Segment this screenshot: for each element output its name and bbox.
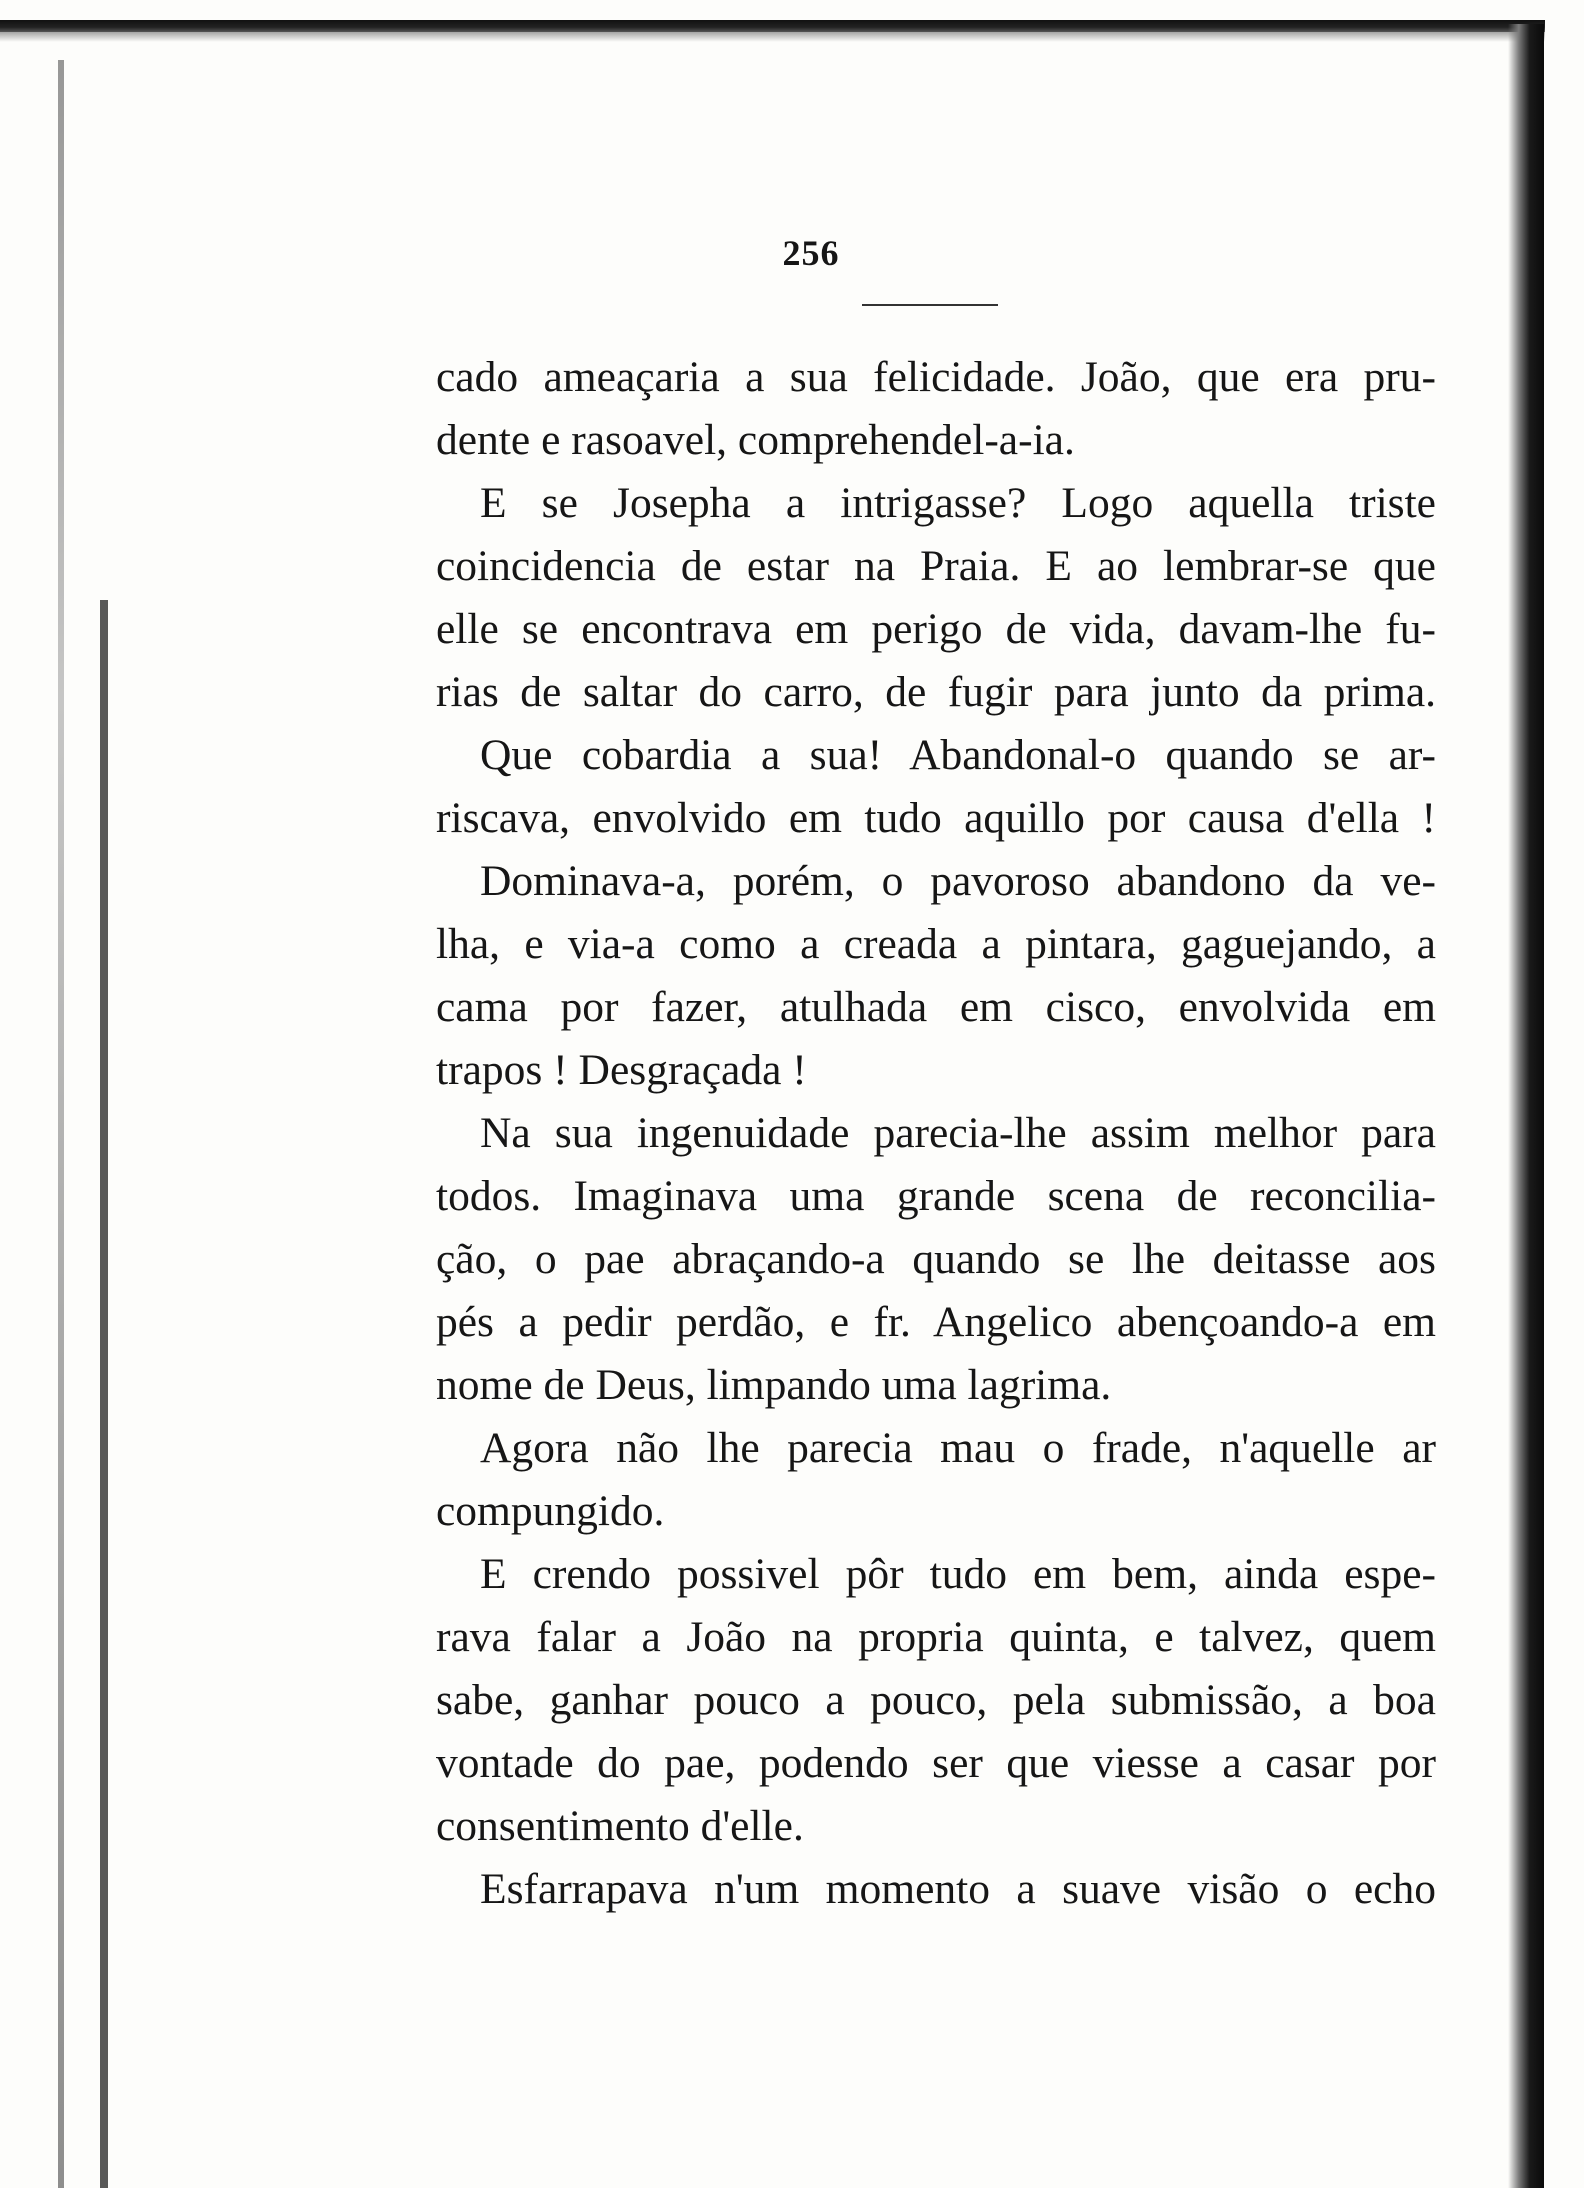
text-line: cado ameaçaria a sua felicidade. João, que era pru- [436,353,1436,401]
body-text [436,346,1436,1921]
text-line: nome de Deus, limpando uma lagrima. [436,1361,1112,1409]
text-line: pés a pedir perdão, e fr. Angelico abençoando-a em [436,1298,1436,1346]
text-line: rava falar a João na propria quinta, e talvez, quem [436,1613,1436,1661]
text-line: cama por fazer, atulhada em cisco, envolvida em [436,983,1436,1031]
text-line: elle se encontrava em perigo de vida, davam-lhe fu- [436,605,1436,653]
scan-top-shadow [0,32,1545,42]
text-line: lha, e via-a como a creada a pintara, gaguejando, a [436,920,1436,968]
text-line: Dominava-a, porém, o pavoroso abandono da ve- [480,857,1436,905]
scan-left-binding [100,600,108,2188]
text-line: E crendo possivel pôr tudo em bem, ainda espe- [480,1550,1436,1598]
text-line: Esfarrapava n'um momento a suave visão o echo [480,1865,1436,1913]
text-line: Que cobardia a sua! Abandonal-o quando se ar- [480,731,1436,779]
text-line: consentimento d'elle. [436,1802,804,1850]
scan-right-edge [1508,24,1544,2188]
text-line: sabe, ganhar pouco a pouco, pela submissão, a boa [436,1676,1436,1724]
page-number-rule [862,304,998,306]
text-line: trapos ! Desgraçada ! [436,1046,807,1094]
text-line: todos. Imaginava uma grande scena de reconcilia- [436,1172,1436,1220]
text-line: E se Josepha a intrigasse? Logo aquella triste [480,479,1436,527]
text-line: compungido. [436,1487,665,1535]
scan-left-edge [58,60,64,2188]
text-line: dente e rasoavel, comprehendel-a-ia. [436,416,1075,464]
text-line: coincidencia de estar na Praia. E ao lembrar-se que [436,542,1436,590]
text-line: Agora não lhe parecia mau o frade, n'aquelle ar [480,1424,1436,1472]
text-line: ção, o pae abraçando-a quando se lhe deitasse aos [436,1235,1436,1283]
page-number: 256 [782,233,840,273]
scan-top-border [0,20,1545,32]
text-line: rias de saltar do carro, de fugir para junto da prima. [436,668,1436,716]
text-line: Na sua ingenuidade parecia-lhe assim melhor para [480,1109,1436,1157]
text-line: vontade do pae, podendo ser que viesse a casar por [436,1739,1436,1787]
text-line: riscava, envolvido em tudo aquillo por causa d'ella ! [436,794,1436,842]
